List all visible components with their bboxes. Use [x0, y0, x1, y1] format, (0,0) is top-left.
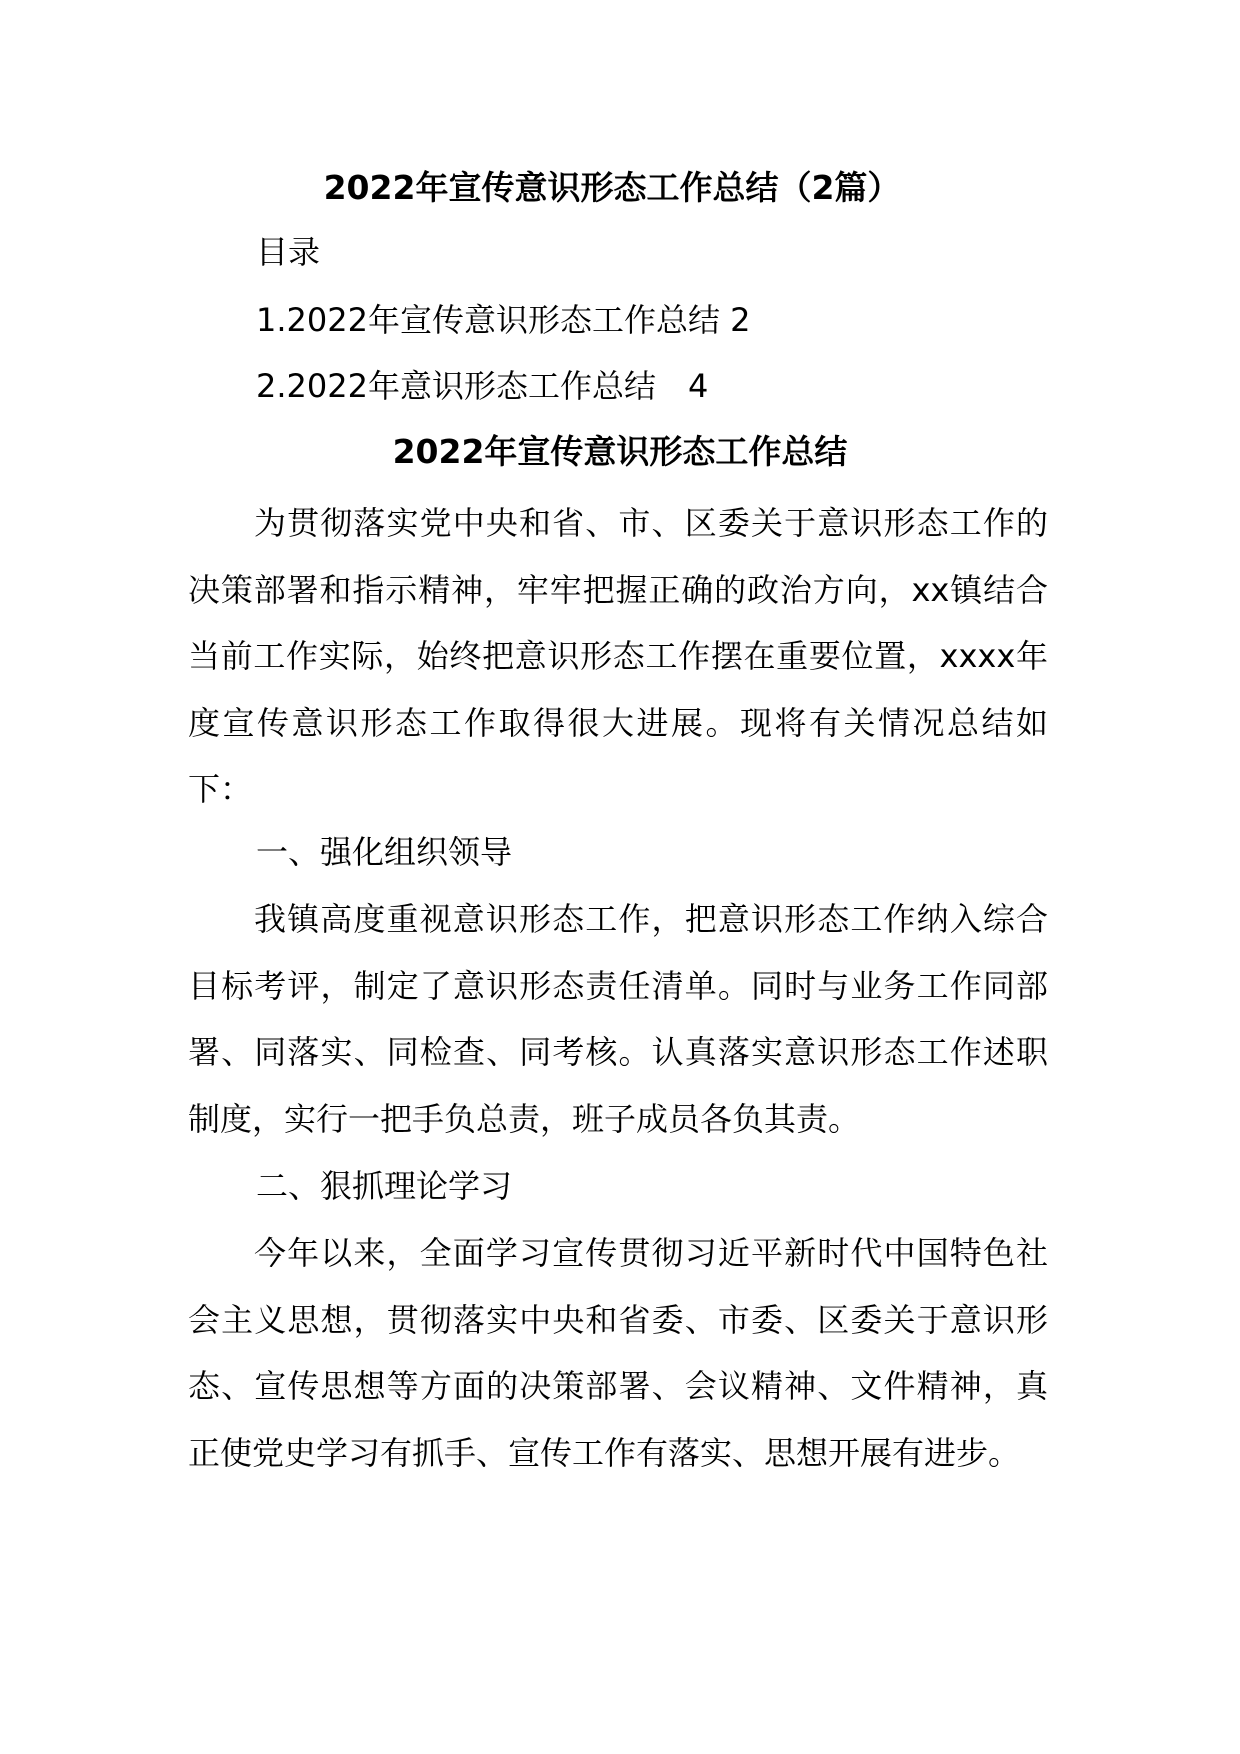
section-paragraph-2: 今年以来，全面学习宣传贯彻习近平新时代中国特色社会主义思想，贯彻落实中央和省委、市委、区委关于意识形态、宣传思想等方面的决策部署、会议精神、文件精神，真正使党史学习有抓手、宣传工作有落实、思想开展有进步。 [188, 1234, 1048, 1472]
document-title: 2022年宣传意识形态工作总结（2篇） [323, 168, 901, 207]
toc-heading: 目录 [256, 233, 321, 271]
intro-paragraph: 为贯彻落实党中央和省、市、区委关于意识形态工作的决策部署和指示精神，牢牢把握正确的政治方向，xx镇结合当前工作实际，始终把意识形态工作摆在重要位置，xxxx年度宣传意识形态工作取得很大进展。现将有关情况总结如下： [188, 504, 1048, 808]
toc-item-2: 2.2022年意识形态工作总结 4 [256, 367, 709, 405]
section-paragraph-1: 我镇高度重视意识形态工作，把意识形态工作纳入综合目标考评，制定了意识形态责任清单。同时与业务工作同部署、同落实、同检查、同考核。认真落实意识形态工作述职制度，实行一把手负总责，班子成员各负其责。 [188, 900, 1048, 1138]
section-heading-1: 一、强化组织领导 [256, 833, 513, 871]
section-heading-2: 二、狠抓理论学习 [256, 1167, 513, 1205]
toc-item-1: 1.2022年宣传意识形态工作总结 2 [256, 301, 751, 339]
article-title: 2022年宣传意识形态工作总结 [392, 432, 848, 471]
